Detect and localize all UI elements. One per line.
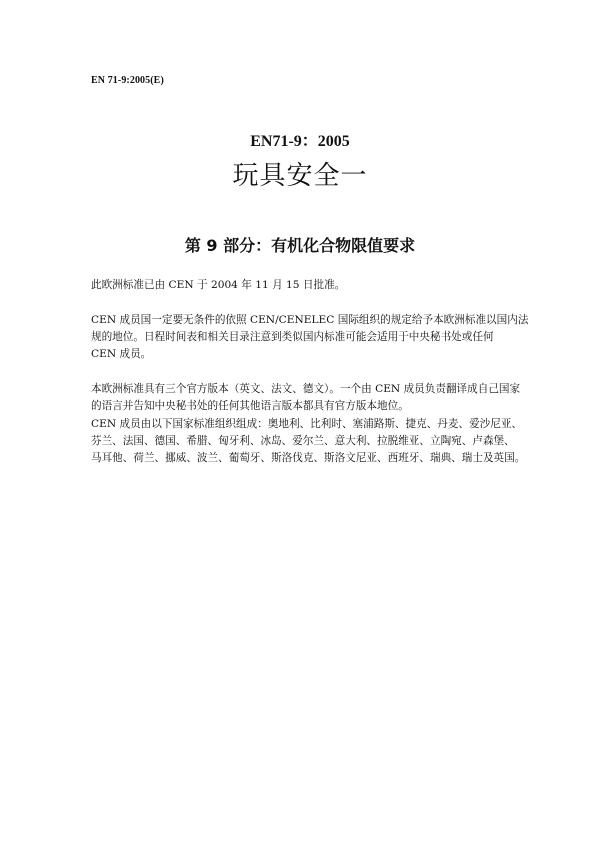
standard-number: EN71-9：2005 xyxy=(250,133,350,150)
paragraph-line: CEN 成员。 xyxy=(91,348,152,360)
paragraph-line: 本欧洲标准具有三个官方版本（英文、法文、德文）。一个由 CEN 成员负责翻译成自己国家 xyxy=(91,383,521,395)
paragraph-line: CEN 成员国一定要无条件的依照 CEN/CENELEC 国际组织的规定给予本欧洲标准以国内法 xyxy=(91,314,529,326)
paragraph-line: 马耳他、荷兰、挪威、波兰、葡萄牙、斯洛伐克、斯洛文尼亚、西班牙、瑞典、瑞士及英国。 xyxy=(91,452,526,464)
paragraph-member-countries xyxy=(91,416,526,467)
paragraph-official-versions xyxy=(91,381,519,415)
document-header-code: EN 71-9:2005(E) xyxy=(91,75,164,86)
paragraph-line: 的语言并告知中央秘书处的任何其他语言版本都具有官方版本地位。 xyxy=(91,400,409,412)
page-title: 玩具安全一 xyxy=(232,161,368,191)
paragraph-line: 此欧洲标准已由 CEN 于 2004 年 11 月 15 日批准。 xyxy=(91,279,346,291)
paragraph-member-obligation xyxy=(91,312,529,363)
part-title: 第 9 部分：有机化合物限值要求 xyxy=(184,236,416,255)
paragraph-approval xyxy=(91,277,519,294)
paragraph-line: 芬兰、法国、德国、希腊、匈牙利、冰岛、爱尔兰、意大利、拉脱维亚、立陶宛、卢森堡、 xyxy=(91,435,515,447)
paragraph-line: 规的地位。日程时间表和相关目录注意到类似国内标准可能会适用于中央秘书处或任何 xyxy=(91,331,494,343)
paragraph-line: CEN 成员由以下国家标准组织组成：奥地利、比利时、塞浦路斯、捷克、丹麦、爱沙尼亚、 xyxy=(91,418,523,430)
